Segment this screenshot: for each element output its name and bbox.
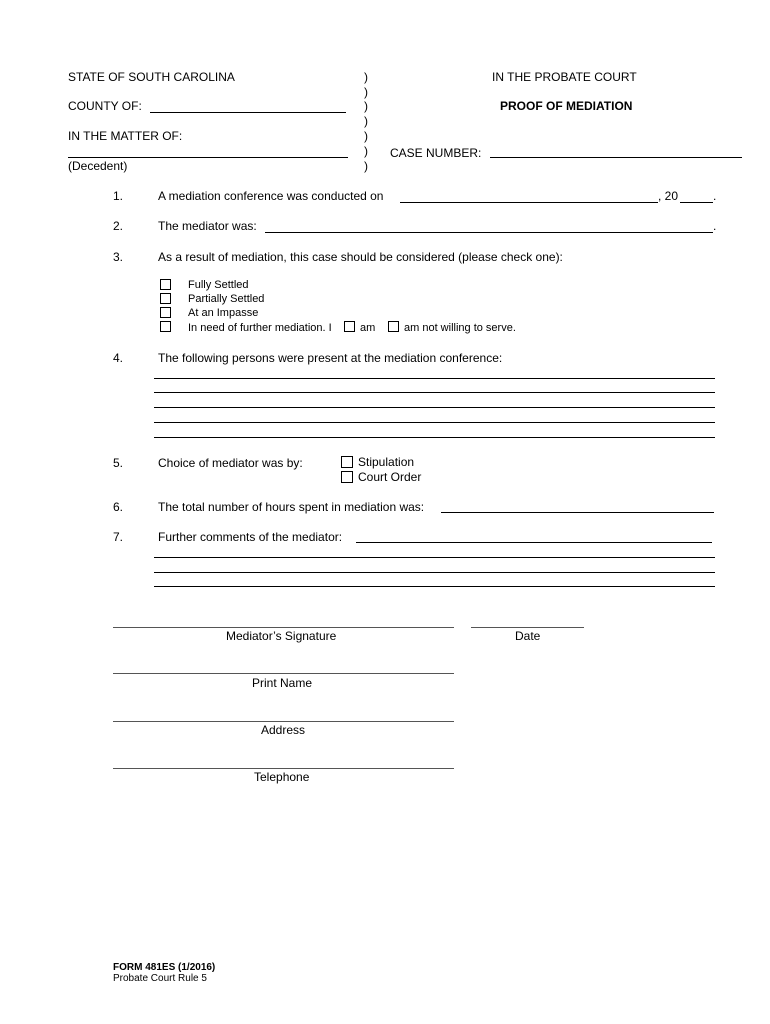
persons-present-line-1[interactable] xyxy=(154,378,715,379)
county-field[interactable] xyxy=(150,112,346,113)
stipulation-label: Stipulation xyxy=(358,455,415,469)
partially-settled-checkbox[interactable] xyxy=(160,293,171,304)
stipulation-checkbox[interactable] xyxy=(341,456,353,468)
persons-present-line-2[interactable] xyxy=(154,392,715,393)
persons-present-line-4[interactable] xyxy=(154,422,715,423)
case-number-field[interactable] xyxy=(490,157,742,158)
paren: ) xyxy=(364,144,368,158)
paren: ) xyxy=(364,114,368,128)
item-5-text: Choice of mediator was by: xyxy=(158,456,303,470)
fully-settled-label: Fully Settled xyxy=(188,279,249,291)
address-line[interactable] xyxy=(113,721,454,722)
mediator-name-field[interactable] xyxy=(265,232,713,233)
item-7-text: Further comments of the mediator: xyxy=(158,530,343,544)
paren: ) xyxy=(364,99,368,113)
not-willing-label: am not willing to serve. xyxy=(404,322,516,334)
period: . xyxy=(713,189,717,203)
partially-settled-label: Partially Settled xyxy=(188,293,265,305)
comments-line-4[interactable] xyxy=(154,586,715,587)
telephone-label: Telephone xyxy=(254,770,310,784)
item-1-text: A mediation conference was conducted on xyxy=(158,189,384,203)
court-label: IN THE PROBATE COURT xyxy=(492,70,637,84)
comments-line-3[interactable] xyxy=(154,572,715,573)
item-6-text: The total number of hours spent in mediation was: xyxy=(158,500,425,514)
mediator-signature-label: Mediator’s Signature xyxy=(226,629,337,643)
item-2-text: The mediator was: xyxy=(158,219,257,233)
fully-settled-checkbox[interactable] xyxy=(160,279,171,290)
year-prefix: , 20 xyxy=(658,189,679,203)
form-title: PROOF OF MEDIATION xyxy=(500,99,633,113)
matter-label: IN THE MATTER OF: xyxy=(68,129,183,143)
item-number: 4. xyxy=(113,351,124,365)
item-number: 3. xyxy=(113,250,124,264)
mediator-signature-line[interactable] xyxy=(113,627,454,628)
further-mediation-label: In need of further mediation. I xyxy=(188,322,332,334)
telephone-line[interactable] xyxy=(113,768,454,769)
item-4-text: The following persons were present at the mediation conference: xyxy=(158,351,503,365)
impasse-label: At an Impasse xyxy=(188,307,259,319)
item-number: 7. xyxy=(113,530,124,544)
further-mediation-checkbox[interactable] xyxy=(160,321,171,332)
address-label: Address xyxy=(261,723,306,737)
paren: ) xyxy=(364,129,368,143)
persons-present-line-3[interactable] xyxy=(154,407,715,408)
date-label: Date xyxy=(515,629,541,643)
print-name-label: Print Name xyxy=(252,676,313,690)
comments-line-1[interactable] xyxy=(356,542,712,543)
court-order-checkbox[interactable] xyxy=(341,471,353,483)
item-number: 2. xyxy=(113,219,124,233)
comments-line-2[interactable] xyxy=(154,557,715,558)
item-3-text: As a result of mediation, this case should be considered (please check one): xyxy=(158,250,563,264)
case-number-label: CASE NUMBER: xyxy=(390,146,482,160)
date-line[interactable] xyxy=(471,627,584,628)
impasse-checkbox[interactable] xyxy=(160,307,171,318)
conference-date-field[interactable] xyxy=(400,202,658,203)
paren: ) xyxy=(364,159,368,173)
item-number: 6. xyxy=(113,500,124,514)
paren: ) xyxy=(364,70,368,84)
item-number: 1. xyxy=(113,189,124,203)
decedent-label: (Decedent) xyxy=(68,159,128,173)
form-number: FORM 481ES (1/2016) xyxy=(113,962,216,973)
county-label: COUNTY OF: xyxy=(68,99,142,113)
am-label: am xyxy=(360,322,376,334)
matter-name-field[interactable] xyxy=(68,157,348,158)
item-number: 5. xyxy=(113,456,124,470)
court-rule: Probate Court Rule 5 xyxy=(113,973,207,984)
not-willing-checkbox[interactable] xyxy=(388,321,399,332)
year-field[interactable] xyxy=(680,202,713,203)
state-label: STATE OF SOUTH CAROLINA xyxy=(68,70,235,84)
court-order-label: Court Order xyxy=(358,470,422,484)
persons-present-line-5[interactable] xyxy=(154,437,715,438)
period: . xyxy=(713,219,717,233)
hours-field[interactable] xyxy=(441,512,714,513)
am-willing-checkbox[interactable] xyxy=(344,321,355,332)
paren: ) xyxy=(364,85,368,99)
print-name-line[interactable] xyxy=(113,673,454,674)
